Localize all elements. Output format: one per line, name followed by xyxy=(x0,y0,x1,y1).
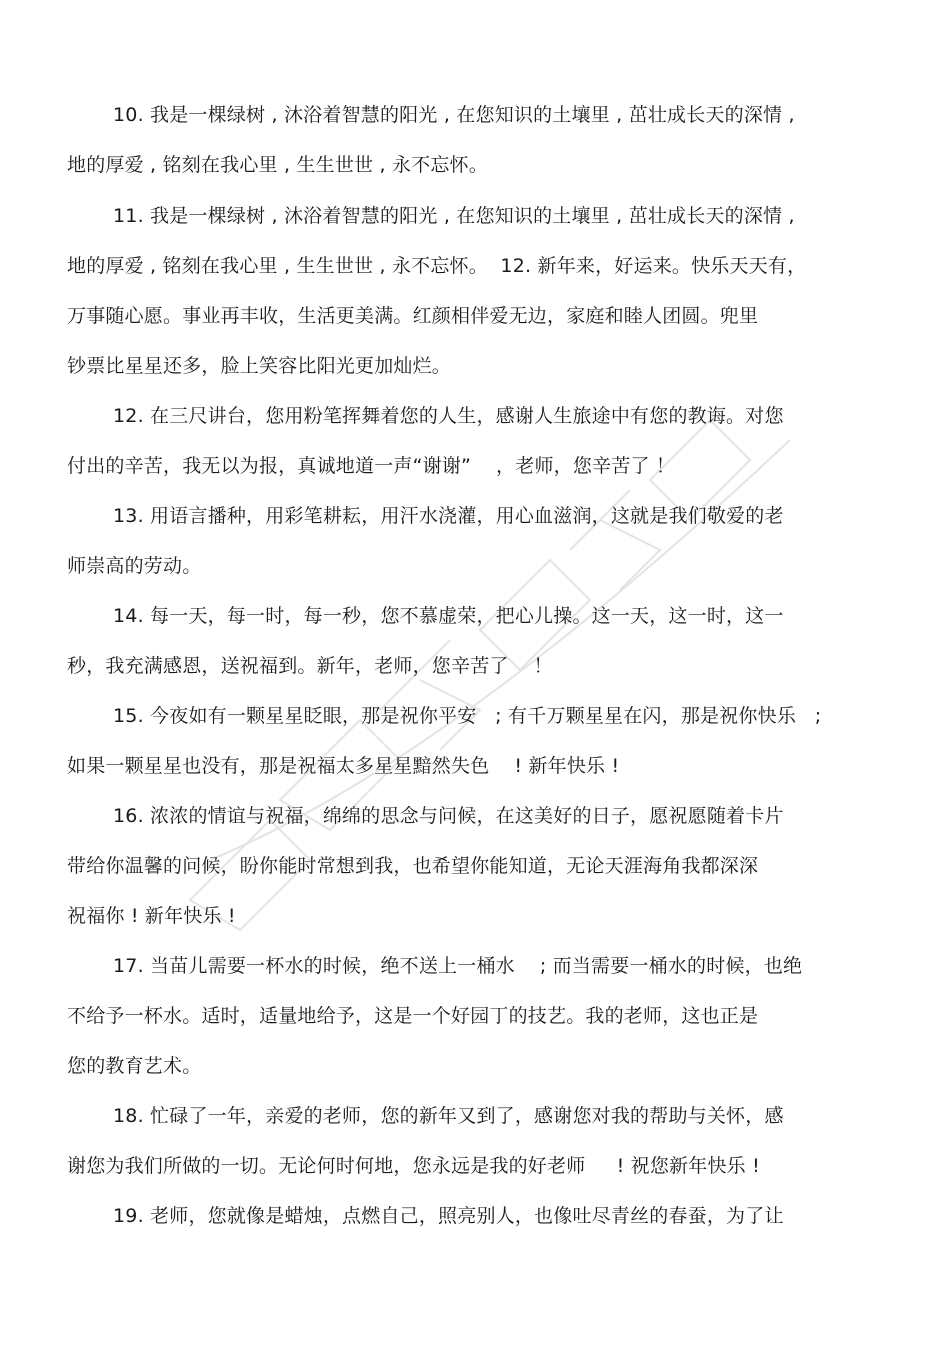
text-line: 11. 我是一棵绿树 , 沐浴着智慧的阳光 , 在您知识的土壤里 , 茁壮成长天的深情 , xyxy=(113,205,795,227)
text-line: 15. 今夜如有一颗星星眨眼，那是祝你平安 ; 有千万颗星星在闪，那是祝你快乐 ; xyxy=(113,705,822,727)
text-line: 如果一颗星星也没有，那是祝福太多星星黯然失色 ! 新年快乐 ! xyxy=(67,755,620,777)
text-line: 14. 每一天，每一时，每一秒，您不慕虚荣，把心儿操。这一天，这一时，这一 xyxy=(113,605,784,627)
text-line: 地的厚爱 , 铭刻在我心里 , 生生世世 , 永不忘怀。 xyxy=(67,154,488,176)
text-line: 谢您为我们所做的一切。无论何时何地，您永远是我的好老师 ! 祝您新年快乐 ! xyxy=(67,1155,760,1177)
text-line: 12. 在三尺讲台，您用粉笔挥舞着您的人生，感谢人生旅途中有您的教诲。对您 xyxy=(113,405,784,427)
text-line: 付出的辛苦，我无以为报，真诚地道一声“谢谢” ，老师，您辛苦了 ！ xyxy=(67,455,676,477)
text-line: 17. 当苗儿需要一杯水的时候，绝不送上一桶水 ; 而当需要一桶水的时候，也绝 xyxy=(113,955,803,977)
text-line: 13. 用语言播种，用彩笔耕耘，用汗水浇灌，用心血滋润，这就是我们敬爱的老 xyxy=(113,505,784,527)
text-line: 16. 浓浓的情谊与祝福，绵绵的思念与问候，在这美好的日子，愿祝愿随着卡片 xyxy=(113,805,784,827)
text-line: 秒，我充满感恩，送祝福到。新年，老师，您辛苦了 ！ xyxy=(67,655,553,677)
text-line: 祝福你 ! 新年快乐 ! xyxy=(67,905,236,927)
text-line: 您的教育艺术。 xyxy=(67,1055,202,1077)
text-line: 18. 忙碌了一年，亲爱的老师，您的新年又到了，感谢您对我的帮助与关怀，感 xyxy=(113,1105,784,1127)
text-line: 师崇高的劳动。 xyxy=(67,555,202,577)
text-line: 带给你温馨的问候，盼你能时常想到我，也希望你能知道，无论天涯海角我都深深 xyxy=(67,855,759,877)
text-line: 不给予一杯水。适时，适量地给予，这是一个好园丁的技艺。我的老师，这也正是 xyxy=(67,1005,759,1027)
text-line: 地的厚爱 , 铭刻在我心里 , 生生世世 , 永不忘怀。 12. 新年来，好运来。快乐天天有， xyxy=(67,255,807,277)
text-line: 19. 老师，您就像是蜡烛，点燃自己，照亮别人，也像吐尽青丝的春蚕，为了让 xyxy=(113,1205,784,1227)
text-line: 万事随心愿。事业再丰收，生活更美满。红颜相伴爱无边，家庭和睦人团圆。兜里 xyxy=(67,305,759,327)
text-line: 10. 我是一棵绿树 , 沐浴着智慧的阳光 , 在您知识的土壤里 , 茁壮成长天的深情 , xyxy=(113,104,795,126)
text-line: 钞票比星星还多，脸上笑容比阳光更加灿烂。 xyxy=(67,355,452,377)
